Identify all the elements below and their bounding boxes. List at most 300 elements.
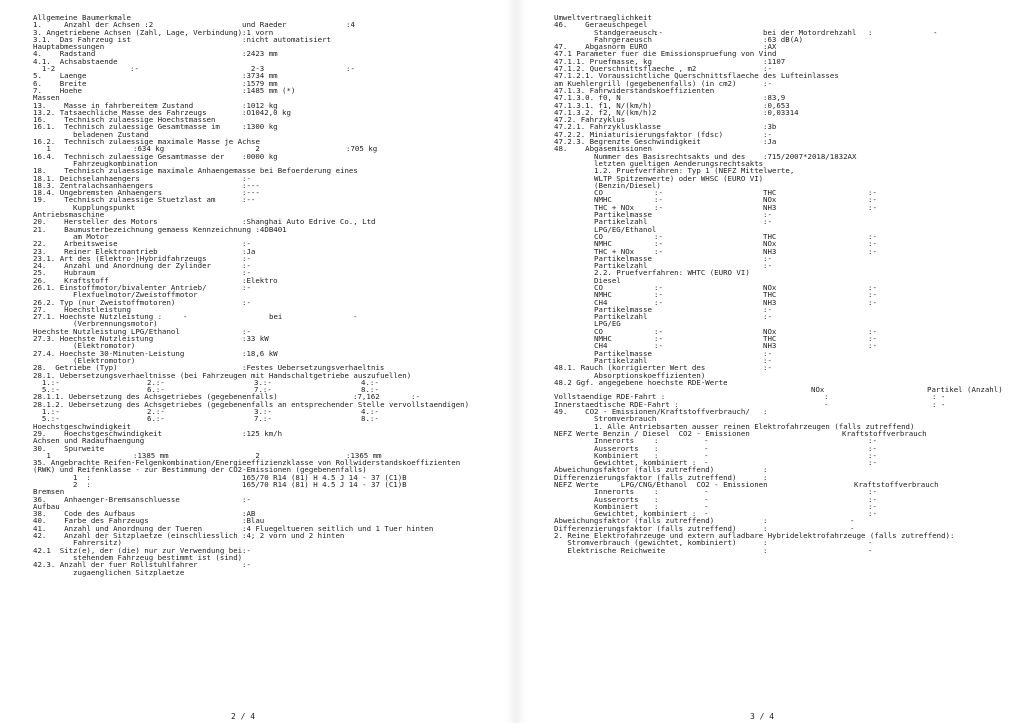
line-label: 3. Angetriebene Achsen (Zahl, Lage, Verbindung) bbox=[33, 27, 243, 37]
line-value: :Festes Uebersetzungsverhaeltnis bbox=[242, 363, 385, 373]
line-value: NH3 bbox=[763, 246, 777, 256]
line-label: 47.1.1. Pruefmasse, kg bbox=[554, 56, 652, 66]
line-value: : bbox=[763, 407, 768, 417]
line-value: :O1042,0 kg bbox=[242, 107, 291, 117]
line-label: Hauptabmessungen bbox=[33, 42, 105, 52]
line-label: 1-2 bbox=[33, 64, 56, 74]
line-value: :- bbox=[763, 312, 772, 322]
line-value: NH3 bbox=[763, 297, 777, 307]
document-page-right bbox=[526, 0, 1032, 723]
line-label: 18.1. Deichselanhaengers bbox=[33, 173, 140, 183]
line-label: Innerorts bbox=[554, 436, 635, 446]
line-value: :- bbox=[654, 231, 663, 241]
line-label: 16. Technisch zulaessige Hoechstmassen bbox=[33, 115, 216, 125]
line-label: (RWK) und Reifenklasse - zur Bestimmung der CO2-Emissionen (gegebenenfalls) bbox=[33, 465, 367, 475]
line-value: :0000 kg bbox=[242, 151, 278, 161]
document-line bbox=[554, 189, 1032, 196]
document-text-left bbox=[33, 14, 506, 576]
line-label: WLTP Spitzenwerte) oder WHSC (EURO VI) bbox=[554, 173, 764, 183]
line-label: 47.2.1. Fahrzyklusklasse bbox=[554, 122, 661, 132]
line-value: :0,03314 bbox=[763, 107, 799, 117]
document-line bbox=[554, 182, 1032, 189]
line-value: :0,653 bbox=[763, 100, 790, 110]
line-value: :- bbox=[763, 261, 772, 271]
line-label: Differenzierungsfaktor (falls zutreffend) bbox=[554, 472, 737, 482]
document-line bbox=[554, 277, 1032, 284]
line-value: :- bbox=[654, 27, 663, 37]
line-value: - bbox=[704, 487, 709, 497]
line-value: : - bbox=[932, 399, 946, 409]
line-label: Partikelmasse bbox=[554, 210, 652, 220]
line-value: 2 bbox=[242, 450, 260, 460]
line-value: THC bbox=[763, 290, 777, 300]
line-label: CO bbox=[554, 188, 603, 198]
line-value: 2-3 bbox=[242, 64, 265, 74]
line-label: Partikelmasse bbox=[554, 253, 652, 263]
line-label: 23. Reiner Elektroantrieb bbox=[33, 246, 158, 256]
line-value: :- bbox=[654, 188, 663, 198]
line-label: Massen bbox=[33, 93, 60, 103]
line-label: Innerorts bbox=[554, 487, 635, 497]
line-label: 26. Kraftstoff bbox=[33, 275, 109, 285]
line-label: Aufbau bbox=[33, 501, 60, 511]
line-value: :Blau bbox=[242, 516, 265, 526]
line-value: bei der Motordrehzahl bbox=[763, 27, 857, 37]
line-label: 28.1.1. Uebersetzung des Achsgetriebes (gegebenenfalls) bbox=[33, 392, 278, 402]
line-label: 23.1. Art des (Elektro-)Hybridfahrzeugs bbox=[33, 253, 207, 263]
document-line bbox=[554, 291, 1032, 298]
line-value: :1 vorn bbox=[242, 27, 274, 37]
line-value: 165/70 R14 (81) H 4.5 J 14 - 37 (C1)B bbox=[242, 472, 407, 482]
line-value: - bbox=[868, 538, 873, 548]
line-value: 2 bbox=[242, 144, 260, 154]
line-label: 16.1. Technisch zulaessige Gesamtmasse im bbox=[33, 122, 220, 132]
line-value: :AB bbox=[242, 509, 256, 519]
line-label: 6. Breite bbox=[33, 78, 87, 88]
line-label: Flexfuelmotor/Zweistoffmotor bbox=[33, 290, 198, 300]
line-value: :- bbox=[411, 392, 420, 402]
line-value: THC bbox=[763, 231, 777, 241]
line-label: Elektrische Reichweite bbox=[554, 545, 666, 555]
line-value: :- bbox=[763, 253, 772, 263]
document-line bbox=[554, 328, 1032, 335]
line-label: Kombiniert bbox=[554, 501, 639, 511]
line-value: :- bbox=[763, 217, 772, 227]
line-value: :Ja bbox=[763, 137, 777, 147]
line-value: :- bbox=[346, 64, 355, 74]
line-label: am Kuehlergrill (gegebenenfalls) (in cm2) bbox=[554, 78, 737, 88]
line-value: :--- bbox=[242, 188, 260, 198]
line-value: :- bbox=[242, 239, 251, 249]
document-line bbox=[554, 313, 1032, 320]
line-value: : bbox=[654, 487, 659, 497]
line-value: :18,6 kW bbox=[242, 348, 278, 358]
line-label: (Verbrennungsmotor) bbox=[33, 319, 158, 329]
line-value: :- bbox=[868, 458, 877, 468]
line-label: Abweichungsfaktor (falls zutreffend) bbox=[554, 465, 715, 475]
line-label: 47.2. Fahrzyklus bbox=[554, 115, 626, 125]
line-value: :3b bbox=[763, 122, 777, 132]
line-label: NEFZ Werte Benzin / Diesel CO2 - Emissionen bbox=[554, 428, 750, 438]
line-value: 7.:- bbox=[254, 414, 272, 424]
line-label: 24. Anzahl und Anordnung der Zylinder bbox=[33, 261, 211, 271]
line-label: Nummer des Basisrechtsakts und des bbox=[554, 151, 746, 161]
line-label: Differenzierungsfaktor (falls zutreffend) bbox=[554, 523, 737, 533]
line-value: :--- bbox=[242, 180, 260, 190]
line-value: - bbox=[824, 399, 829, 409]
line-value: - bbox=[850, 523, 855, 533]
line-label: 26.1. Einstoffmotor/bivalenter Antrieb/ bbox=[33, 282, 207, 292]
line-value: : bbox=[654, 436, 659, 446]
line-label: Stromverbrauch bbox=[554, 414, 657, 424]
line-label: Umweltvertraeglichkeit bbox=[554, 13, 652, 22]
line-label: 1 bbox=[33, 144, 51, 154]
line-value: : bbox=[763, 538, 768, 548]
line-label: 1. Anzahl der Achsen :2 bbox=[33, 20, 154, 30]
line-value: 7.:- bbox=[254, 385, 272, 395]
line-label: Kombiniert bbox=[554, 450, 639, 460]
line-value: : bbox=[824, 392, 829, 402]
line-value: :- bbox=[242, 282, 251, 292]
line-label: 47.2.3. Begrenzte Geschwindigkeit bbox=[554, 137, 701, 147]
line-label: Allgemeine Baumerkmale bbox=[33, 13, 131, 22]
document-line bbox=[554, 547, 1032, 554]
line-label: Ausserorts bbox=[554, 494, 639, 504]
line-value: :- bbox=[242, 494, 251, 504]
line-value: : bbox=[654, 494, 659, 504]
line-value: NOx bbox=[763, 282, 777, 292]
line-value: und Raeder bbox=[242, 20, 287, 30]
line-value: :- bbox=[868, 334, 877, 344]
line-value: : - bbox=[932, 392, 946, 402]
line-value: THC bbox=[763, 188, 777, 198]
line-label: Hoechstgeschwindigkeit bbox=[33, 421, 131, 431]
line-label: Innerstaedtische RDE-Fahrt : bbox=[554, 399, 679, 409]
line-label: 28.1.2. Uebersetzung des Achsgetriebes (gegebenenfalls an entsprechender Stelle vervollstaendigen) bbox=[33, 399, 470, 409]
line-label: 47. Abgasnorm EURO bbox=[554, 42, 648, 52]
line-value: 165/70 R14 (81) H 4.5 J 14 - 37 (C1)B bbox=[242, 480, 407, 489]
line-label: 16.4. Technisch zulaessige Gesamtmasse der bbox=[33, 151, 225, 161]
document-line bbox=[554, 284, 1032, 291]
line-value: : bbox=[868, 27, 873, 37]
line-value: NOx bbox=[763, 239, 777, 249]
line-label: 46. Geraeuschpegel bbox=[554, 20, 648, 30]
line-value: THC bbox=[763, 334, 777, 344]
line-value: 3.:- bbox=[254, 407, 272, 417]
line-value: :- bbox=[868, 202, 877, 212]
line-label: letzten gueltigen Aenderungsrechtsakts bbox=[554, 158, 764, 168]
line-value: :- bbox=[868, 246, 877, 256]
line-value: :705 kg bbox=[346, 144, 378, 154]
line-value: :- bbox=[242, 326, 251, 336]
line-label: zugaenglichen Sitzplaetze bbox=[33, 567, 185, 577]
line-label: 7. Hoehe bbox=[33, 85, 82, 95]
line-label: 5.:- bbox=[33, 414, 60, 424]
line-value: :Elektro bbox=[242, 275, 278, 285]
line-value: - bbox=[850, 516, 855, 526]
line-label: Bremsen bbox=[33, 487, 65, 497]
document-line bbox=[554, 87, 1032, 94]
line-value: :- bbox=[868, 509, 877, 519]
line-value: :- bbox=[654, 282, 663, 292]
line-label: NMHC bbox=[554, 239, 612, 249]
line-label: Fahrgeraeusch bbox=[554, 34, 652, 44]
line-value: :- bbox=[868, 231, 877, 241]
document-line bbox=[33, 445, 506, 452]
line-value: :3734 mm bbox=[242, 71, 278, 81]
line-label: 5.:- bbox=[33, 385, 60, 395]
line-label: Kupplungspunkt bbox=[33, 202, 136, 212]
line-value: :- bbox=[868, 239, 877, 249]
line-value: - bbox=[933, 27, 938, 37]
line-label: 35. Angebrachte Reifen-Felgenkombination/Energieeffizienzklasse von Rollwiderstandskoeffizienten bbox=[33, 458, 461, 468]
line-value: :- bbox=[654, 334, 663, 344]
line-value: :2423 mm bbox=[242, 49, 278, 59]
line-label: 47.1 Parameter fuer die Emissionspruefung von Vind bbox=[554, 49, 777, 59]
line-label: 48.1. Rauch (korrigierter Wert des bbox=[554, 363, 706, 373]
line-label: 41. Anzahl und Anordnung der Tueren bbox=[33, 523, 203, 533]
page-number: 3 / 4 bbox=[750, 712, 775, 721]
line-value: 4.:- bbox=[361, 377, 379, 387]
line-label: Vollstaendige RDE-Fahrt : bbox=[554, 392, 666, 402]
document-line bbox=[554, 269, 1032, 276]
line-value: :- bbox=[654, 239, 663, 249]
line-label: Absorptionskoeffizienten) bbox=[554, 370, 706, 380]
document-line bbox=[554, 320, 1032, 327]
line-value: :- bbox=[868, 282, 877, 292]
line-label: Gewichtet, kombiniert : bbox=[554, 458, 697, 468]
line-label: (Benzin/Diesel) bbox=[554, 180, 661, 190]
line-value: :- bbox=[654, 297, 663, 307]
line-value: : bbox=[763, 516, 768, 526]
line-value: Kraftstoffverbrauch bbox=[842, 428, 927, 438]
line-label: 13.2. Tatsaechliche Masse des Fahrzeugs bbox=[33, 107, 207, 117]
line-value: - bbox=[704, 494, 709, 504]
line-value: NH3 bbox=[763, 341, 777, 351]
line-value: :- bbox=[654, 290, 663, 300]
line-value: 8.:- bbox=[361, 414, 379, 424]
line-value: :- bbox=[763, 363, 772, 373]
line-value: : bbox=[654, 450, 659, 460]
line-label: 3.1. Das Fahrzeug ist bbox=[33, 34, 131, 44]
line-value: :Shanghai Auto Edrive Co., Ltd bbox=[242, 217, 376, 227]
line-value: :- bbox=[763, 78, 772, 88]
line-value: :- bbox=[242, 173, 251, 183]
line-label: Fahrersitz) bbox=[33, 538, 122, 548]
line-value: :- bbox=[763, 64, 772, 74]
page-number: 2 / 4 bbox=[231, 712, 256, 721]
line-label: Standgeraeusch bbox=[554, 27, 657, 37]
line-value: :- bbox=[242, 268, 251, 278]
document-line bbox=[33, 569, 506, 576]
line-value: :1107 bbox=[763, 56, 786, 66]
line-label: LPG/EG bbox=[554, 319, 621, 329]
document-line bbox=[33, 496, 506, 503]
line-value: 2.:- bbox=[147, 377, 165, 387]
line-label: 47.1.3.0. f0, N bbox=[554, 93, 621, 103]
line-value: :1300 kg bbox=[242, 122, 278, 132]
line-value: :4; 2 vorn und 2 hinten bbox=[242, 531, 345, 541]
line-label: NEFZ Werte LPG/CNG/Ethanol CO2 - Emissionen bbox=[554, 480, 768, 489]
line-value: - bbox=[868, 545, 873, 555]
line-value: :- bbox=[242, 560, 251, 570]
line-value: :- bbox=[868, 501, 877, 511]
line-value: :125 km/h bbox=[242, 428, 283, 438]
line-value: - bbox=[704, 443, 709, 453]
line-value: :- bbox=[130, 64, 139, 74]
line-label: 21. Baumusterbezeichnung gemaess Kennzeichnung :4DB401 bbox=[33, 224, 287, 234]
line-value: NOx bbox=[763, 326, 777, 336]
line-label: CO bbox=[554, 231, 603, 241]
line-label: 1.2. Pruefverfahren: Typ 1 (NEFZ Mittelwerte, bbox=[554, 166, 795, 176]
line-label: 48. Abgasemissionen bbox=[554, 144, 652, 154]
line-label: 47.1.3.1. f1, N/(km/h) bbox=[554, 100, 652, 110]
line-label: 1. Alle Antriebsarten ausser reinen Elektrofahrzeugen (falls zutreffend) bbox=[554, 421, 915, 431]
line-label: 26.2. Typ (nur Zweistoffmotoren) bbox=[33, 297, 176, 307]
line-value: :1012 kg bbox=[242, 100, 278, 110]
line-value: :634 kg bbox=[133, 144, 165, 154]
line-label: THC + NOx bbox=[554, 202, 635, 212]
line-value: :4 Fluegeltueren seitlich und 1 Tuer hinten bbox=[242, 523, 434, 533]
line-value: :- bbox=[868, 436, 877, 446]
line-value: :- bbox=[868, 195, 877, 205]
line-value: - bbox=[704, 436, 709, 446]
line-value: :- bbox=[654, 195, 663, 205]
line-label: 47.1.3.2. f2, N/(km/h)2 bbox=[554, 107, 657, 117]
line-value: :- bbox=[654, 341, 663, 351]
line-value: : bbox=[763, 472, 768, 482]
line-label: 2 : bbox=[33, 480, 91, 489]
line-label: CO bbox=[554, 282, 603, 292]
line-value: :- bbox=[763, 348, 772, 358]
line-value: - bbox=[704, 501, 709, 511]
line-label: Gewichtet, kombiniert : bbox=[554, 509, 697, 519]
line-value: Partikel (Anzahl) bbox=[927, 385, 1003, 395]
line-label: Abweichungsfaktor (falls zutreffend) bbox=[554, 516, 715, 526]
line-label: Partikelzahl bbox=[554, 261, 648, 271]
line-label: 18.4. Ungebremsten Anhaengers bbox=[33, 188, 163, 198]
line-value: :- bbox=[654, 246, 663, 256]
line-label: Partikelmasse bbox=[554, 348, 652, 358]
line-label: 1 bbox=[33, 450, 51, 460]
line-label: Partikelzahl bbox=[554, 217, 648, 227]
line-value: : bbox=[654, 443, 659, 453]
line-value: :- bbox=[242, 253, 251, 263]
line-label: Partikelzahl bbox=[554, 312, 648, 322]
line-label: 5. Laenge bbox=[33, 71, 87, 81]
line-label: NMHC bbox=[554, 290, 612, 300]
line-label: 42. Anzahl der Sitzplaetze (einschliesslich bbox=[33, 531, 238, 541]
document-line bbox=[33, 262, 506, 269]
line-value: :AX bbox=[763, 42, 777, 52]
line-label: Diesel bbox=[554, 275, 621, 285]
line-value: :- bbox=[868, 341, 877, 351]
line-label: Partikelmasse bbox=[554, 304, 652, 314]
line-label: 27.4. Hoechste 30-Minuten-Leistung bbox=[33, 348, 185, 358]
document-line bbox=[554, 233, 1032, 240]
line-value: :- bbox=[763, 129, 772, 139]
line-value: 6.:- bbox=[147, 414, 165, 424]
line-value: :- bbox=[868, 297, 877, 307]
line-label: LPG/EG/Ethanol bbox=[554, 224, 657, 234]
line-label: 38. Code des Aufbaus bbox=[33, 509, 136, 519]
line-label: 1 : bbox=[33, 472, 91, 482]
line-value: :- bbox=[868, 443, 877, 453]
line-label: 18. Technisch zulaessige maximale Anhaengemasse bei Befoerderung eines bbox=[33, 166, 358, 176]
line-label: Fahrzeugkombination bbox=[33, 158, 158, 168]
line-label: 13. Masse in fahrbereitem Zustand bbox=[33, 100, 194, 110]
document-line bbox=[33, 58, 506, 65]
line-label: CH4 bbox=[554, 341, 608, 351]
document-line bbox=[33, 87, 506, 94]
document-line bbox=[33, 138, 506, 145]
line-value: :1579 mm bbox=[242, 78, 278, 88]
line-label: 2. Reine Elektrofahrzeuge und extern aufladbare Hybridelektrofahrzeuge (falls zutreffend): bbox=[554, 531, 955, 541]
page-gutter bbox=[506, 0, 526, 723]
line-value: :7,162 bbox=[353, 392, 380, 402]
line-value: :63 dB(A) bbox=[763, 34, 804, 44]
line-label: 40. Farbe des Fahrzeugs bbox=[33, 516, 149, 526]
line-label: Partikelzahl bbox=[554, 355, 648, 365]
document-text-right bbox=[554, 14, 1032, 554]
line-label: Stromverbrauch (gewichtet, kombiniert) bbox=[554, 538, 737, 548]
line-label: 4.1. Achsabstaende bbox=[33, 56, 118, 66]
line-label: NOx bbox=[811, 385, 825, 395]
line-label: 42.1 Sitz(e), der (die) nur zur Verwendung bei bbox=[33, 545, 243, 555]
line-value: NH3 bbox=[763, 202, 777, 212]
line-label: 49. CO2 - Emissionen/Kraftstoffverbrauch/ bbox=[554, 407, 750, 417]
line-value: bei bbox=[269, 312, 283, 322]
line-value: 2.:- bbox=[147, 407, 165, 417]
line-label: Achsen und Radaufhaengung bbox=[33, 436, 145, 446]
line-value: :4 bbox=[346, 20, 355, 30]
line-label: 27.3. Hoechste Nutzleistung bbox=[33, 334, 154, 344]
line-label: (Elektromotor) bbox=[33, 341, 136, 351]
line-value: : bbox=[763, 545, 768, 555]
line-label: CO bbox=[554, 326, 603, 336]
line-label: 22. Arbeitsweise bbox=[33, 239, 118, 249]
line-value: :-- bbox=[242, 195, 256, 205]
line-label: 48.2 Ggf. angegebene hoechste RDE-Werte bbox=[554, 377, 728, 387]
line-value: 6.:- bbox=[147, 385, 165, 395]
line-value: NOx bbox=[763, 195, 777, 205]
line-label: 28.1. Uebersetzungsverhaeltnisse (bei Fahrzeugen mit Handschaltgetriebe auszufuellen) bbox=[33, 370, 412, 380]
line-value: 4.:- bbox=[361, 407, 379, 417]
line-label: Hoechste Nutzleistung LPG/Ethanol bbox=[33, 326, 180, 336]
line-label: 1.:- bbox=[33, 377, 60, 387]
document-line bbox=[554, 109, 1032, 116]
line-label: CH4 bbox=[554, 297, 608, 307]
line-value: :nicht automatisiert bbox=[242, 34, 331, 44]
line-value: - bbox=[183, 312, 188, 322]
line-value: :- bbox=[868, 188, 877, 198]
line-value: :- bbox=[868, 494, 877, 504]
document-line bbox=[554, 226, 1032, 233]
line-value: 8.:- bbox=[361, 385, 379, 395]
line-label: 27. Hoechstleistung bbox=[33, 304, 131, 314]
line-value: :- bbox=[763, 304, 772, 314]
line-value: :- bbox=[868, 326, 877, 336]
line-label: 30. Spurweite bbox=[33, 443, 105, 453]
line-label: THC + NOx bbox=[554, 246, 635, 256]
line-label: 47.1.2.1. Voraussichtliche Querschnittsflaeche des Lufteinlasses bbox=[554, 71, 839, 81]
line-value: - bbox=[704, 458, 709, 468]
line-label: NMHC bbox=[554, 195, 612, 205]
line-label: 19. Technisch zulaessige Stuetzlast am bbox=[33, 195, 216, 205]
line-value: :- bbox=[242, 261, 251, 271]
line-label: 25. Hubraum bbox=[33, 268, 96, 278]
line-label: 42.3. Anzahl der fuer Rollstuhlfahrer bbox=[33, 560, 198, 570]
